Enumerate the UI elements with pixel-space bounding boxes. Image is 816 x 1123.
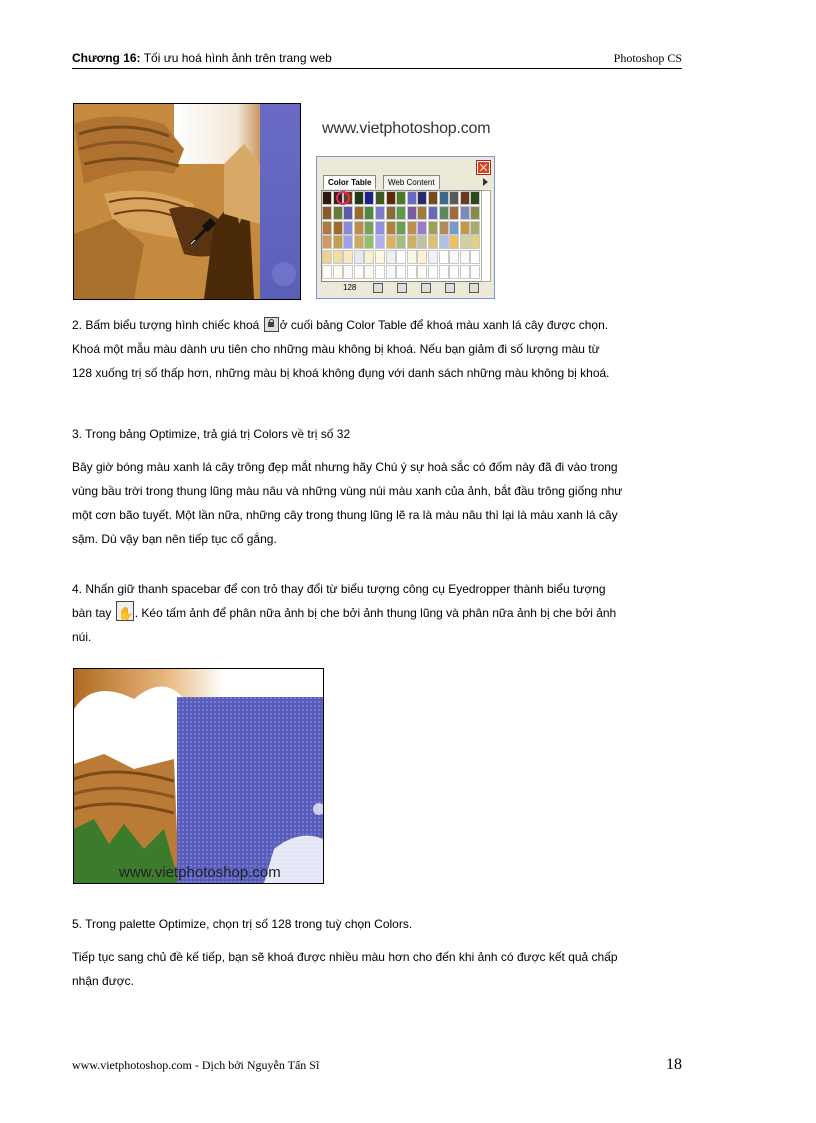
- color-swatch[interactable]: [417, 206, 427, 220]
- color-swatch[interactable]: [460, 235, 470, 249]
- color-swatch[interactable]: [449, 191, 459, 205]
- color-swatch[interactable]: [407, 206, 417, 220]
- color-swatch[interactable]: [407, 235, 417, 249]
- step-4-paragraph: [72, 577, 688, 649]
- color-swatch[interactable]: [322, 235, 332, 249]
- step-3-body-line-1: Bây giờ bóng màu xanh lá cây trông đẹp mắt nhưng hãy Chú ý sự hoà sắc có đốm này đã đi vào trong: [72, 460, 618, 474]
- color-swatch[interactable]: [396, 235, 406, 249]
- color-swatch[interactable]: [407, 265, 417, 279]
- color-swatch[interactable]: [396, 265, 406, 279]
- color-swatch[interactable]: [364, 206, 374, 220]
- close-icon[interactable]: [477, 161, 490, 174]
- tab-web-content[interactable]: Web Content: [383, 175, 440, 189]
- hand-icon: [116, 601, 134, 621]
- color-swatch[interactable]: [428, 250, 438, 264]
- color-swatch[interactable]: [354, 265, 364, 279]
- color-swatch[interactable]: [322, 191, 332, 205]
- color-swatch[interactable]: [470, 265, 480, 279]
- color-swatch[interactable]: [354, 206, 364, 220]
- color-swatch[interactable]: [417, 235, 427, 249]
- color-swatch[interactable]: [343, 206, 353, 220]
- step-5-body-line-2: nhận được.: [72, 974, 134, 988]
- step-2-text-a: 2. Bấm biểu tượng hình chiếc khoá: [72, 318, 260, 332]
- color-swatch[interactable]: [333, 221, 343, 235]
- color-swatch[interactable]: [439, 206, 449, 220]
- color-swatch-grid[interactable]: [321, 190, 483, 282]
- color-swatch[interactable]: [470, 235, 480, 249]
- color-swatch[interactable]: [396, 191, 406, 205]
- color-swatch[interactable]: [343, 250, 353, 264]
- color-swatch[interactable]: [333, 250, 343, 264]
- color-swatch[interactable]: [375, 206, 385, 220]
- color-swatch[interactable]: [364, 221, 374, 235]
- step-3-paragraph: [72, 422, 688, 446]
- color-swatch[interactable]: [375, 221, 385, 235]
- split-canyon-image: [74, 669, 323, 883]
- color-swatch[interactable]: [343, 221, 353, 235]
- color-swatch[interactable]: [386, 206, 396, 220]
- step-5-body: [72, 945, 688, 993]
- color-swatch[interactable]: [354, 235, 364, 249]
- color-swatch[interactable]: [460, 221, 470, 235]
- step-4-text-a: bàn tay: [72, 606, 112, 620]
- color-swatch[interactable]: [428, 265, 438, 279]
- color-swatch[interactable]: [449, 235, 459, 249]
- color-swatch[interactable]: [322, 221, 332, 235]
- step-4-line-2: [72, 601, 688, 625]
- color-swatch[interactable]: [428, 235, 438, 249]
- color-swatch[interactable]: [428, 221, 438, 235]
- color-swatch[interactable]: [407, 221, 417, 235]
- color-swatch[interactable]: [386, 265, 396, 279]
- color-swatch[interactable]: [386, 250, 396, 264]
- color-swatch[interactable]: [407, 250, 417, 264]
- color-swatch[interactable]: [470, 191, 480, 205]
- color-swatch[interactable]: [439, 221, 449, 235]
- color-swatch[interactable]: [375, 265, 385, 279]
- delete-icon[interactable]: [445, 283, 455, 293]
- step-2-line-1: [72, 313, 688, 337]
- new-color-icon[interactable]: [421, 283, 431, 293]
- color-swatch[interactable]: [439, 250, 449, 264]
- color-swatch[interactable]: [364, 191, 374, 205]
- step-3-body-line-2: vùng bầu trời trong thung lũng màu nâu và những vùng núi màu xanh của ảnh, bắt đầu trông giống như: [72, 484, 623, 498]
- color-swatch[interactable]: [333, 206, 343, 220]
- color-swatch[interactable]: [386, 235, 396, 249]
- step-4-line-1: 4. Nhấn giữ thanh spacebar để con trỏ thay đổi từ biểu tượng công cụ Eyedropper thành biểu tượng: [72, 582, 606, 596]
- step-3-body-line-4: sậm. Dù vậy bạn nên tiếp tục cố gắng.: [72, 532, 277, 546]
- palette-scrollbar[interactable]: [481, 190, 491, 282]
- color-swatch[interactable]: [375, 191, 385, 205]
- color-swatch[interactable]: [396, 206, 406, 220]
- color-swatch[interactable]: [354, 221, 364, 235]
- color-swatch[interactable]: [375, 250, 385, 264]
- canyon-figure: [73, 103, 301, 300]
- palette-footer: [321, 281, 489, 295]
- step-2-line-2: Khoá một mẫu màu dành ưu tiên cho những màu không bị khoá. Nếu bạn giảm đi số lượng màu từ: [72, 342, 600, 356]
- color-swatch[interactable]: [333, 235, 343, 249]
- color-swatch[interactable]: [417, 221, 427, 235]
- chapter-title: Tối ưu hoá hình ảnh trên trang web: [143, 51, 332, 65]
- step-4-text-b: . Kéo tấm ảnh để phân nữa ảnh bị che bởi ảnh thung lũng và phân nữa ảnh bị che bởi ảnh: [134, 606, 617, 620]
- step-2-line-3: 128 xuống trị số thấp hơn, những màu bị khoá không đụng với danh sách những màu không bị khoá.: [72, 366, 610, 380]
- chapter-heading: [72, 51, 332, 65]
- color-swatch[interactable]: [428, 206, 438, 220]
- color-swatch[interactable]: [322, 206, 332, 220]
- page-number: 18: [666, 1056, 682, 1073]
- canyon-image: [74, 104, 300, 299]
- step-5-text: 5. Trong palette Optimize, chọn trị số 128 trong tuỳ chọn Colors.: [72, 917, 413, 931]
- step-2-paragraph: [72, 313, 688, 385]
- color-swatch[interactable]: [417, 265, 427, 279]
- step-3-body-line-3: một cơn bão tuyết. Một lần nữa, những cây trong thung lũng lẽ ra là màu nâu thì lại là màu xanh lá cây: [72, 508, 618, 522]
- color-swatch[interactable]: [439, 265, 449, 279]
- app-name: Photoshop CS: [613, 51, 682, 65]
- color-swatch[interactable]: [386, 221, 396, 235]
- tab-color-table[interactable]: Color Table: [323, 175, 376, 189]
- color-swatch[interactable]: [364, 235, 374, 249]
- color-swatch[interactable]: [333, 265, 343, 279]
- color-swatch[interactable]: [407, 191, 417, 205]
- step-3-text: 3. Trong bảng Optimize, trả giá trị Colors về trị số 32: [72, 427, 351, 441]
- color-swatch[interactable]: [322, 265, 332, 279]
- lock-icon: [264, 317, 279, 332]
- color-swatch[interactable]: [322, 250, 332, 264]
- color-swatch[interactable]: [364, 265, 374, 279]
- color-swatch[interactable]: [364, 250, 374, 264]
- web-snap-icon[interactable]: [373, 283, 383, 293]
- color-swatch[interactable]: [417, 250, 427, 264]
- color-swatch[interactable]: [460, 206, 470, 220]
- color-swatch[interactable]: [375, 235, 385, 249]
- color-swatch[interactable]: [449, 221, 459, 235]
- selected-swatch-highlight: [336, 191, 350, 205]
- footer-credit: www.vietphotoshop.com - Dịch bởi Nguyễn Tấn Sĩ: [72, 1058, 320, 1072]
- color-swatch[interactable]: [439, 191, 449, 205]
- color-swatch[interactable]: [449, 250, 459, 264]
- step-5-paragraph: [72, 912, 688, 936]
- palette-menu-arrow-icon[interactable]: [483, 178, 488, 186]
- color-swatch[interactable]: [428, 191, 438, 205]
- trash-icon[interactable]: [469, 283, 479, 293]
- color-swatch[interactable]: [396, 221, 406, 235]
- color-swatch[interactable]: [417, 191, 427, 205]
- color-swatch[interactable]: [354, 250, 364, 264]
- step-5-body-line-1: Tiếp tục sang chủ đề kế tiếp, bạn sẽ khoá được nhiều màu hơn cho đến khi ảnh có được kết quả chấp: [72, 950, 618, 964]
- color-swatch[interactable]: [460, 265, 470, 279]
- page-header: [72, 51, 682, 69]
- color-swatch[interactable]: [449, 265, 459, 279]
- color-swatch[interactable]: [470, 206, 480, 220]
- color-swatch[interactable]: [386, 191, 396, 205]
- color-table-palette: [316, 156, 495, 299]
- color-swatch[interactable]: [354, 191, 364, 205]
- color-swatch[interactable]: [396, 250, 406, 264]
- figure-url-label: www.vietphotoshop.com: [322, 120, 491, 137]
- color-swatch[interactable]: [460, 191, 470, 205]
- step-4-line-3: núi.: [72, 630, 92, 644]
- chapter-label: Chương 16:: [72, 51, 141, 65]
- color-count: 128: [343, 283, 357, 292]
- color-swatch[interactable]: [460, 250, 470, 264]
- color-swatch[interactable]: [449, 206, 459, 220]
- color-swatch[interactable]: [343, 265, 353, 279]
- color-swatch[interactable]: [343, 235, 353, 249]
- lock-icon[interactable]: [397, 283, 407, 293]
- color-swatch[interactable]: [470, 250, 480, 264]
- step-2-text-b: ở cuối bảng Color Table để khoá màu xanh lá cây được chọn.: [279, 318, 609, 332]
- figure-watermark: www.vietphotoshop.com: [119, 864, 281, 881]
- color-swatch[interactable]: [470, 221, 480, 235]
- step-3-body: [72, 455, 688, 551]
- color-swatch[interactable]: [439, 235, 449, 249]
- split-canyon-figure: [73, 668, 324, 884]
